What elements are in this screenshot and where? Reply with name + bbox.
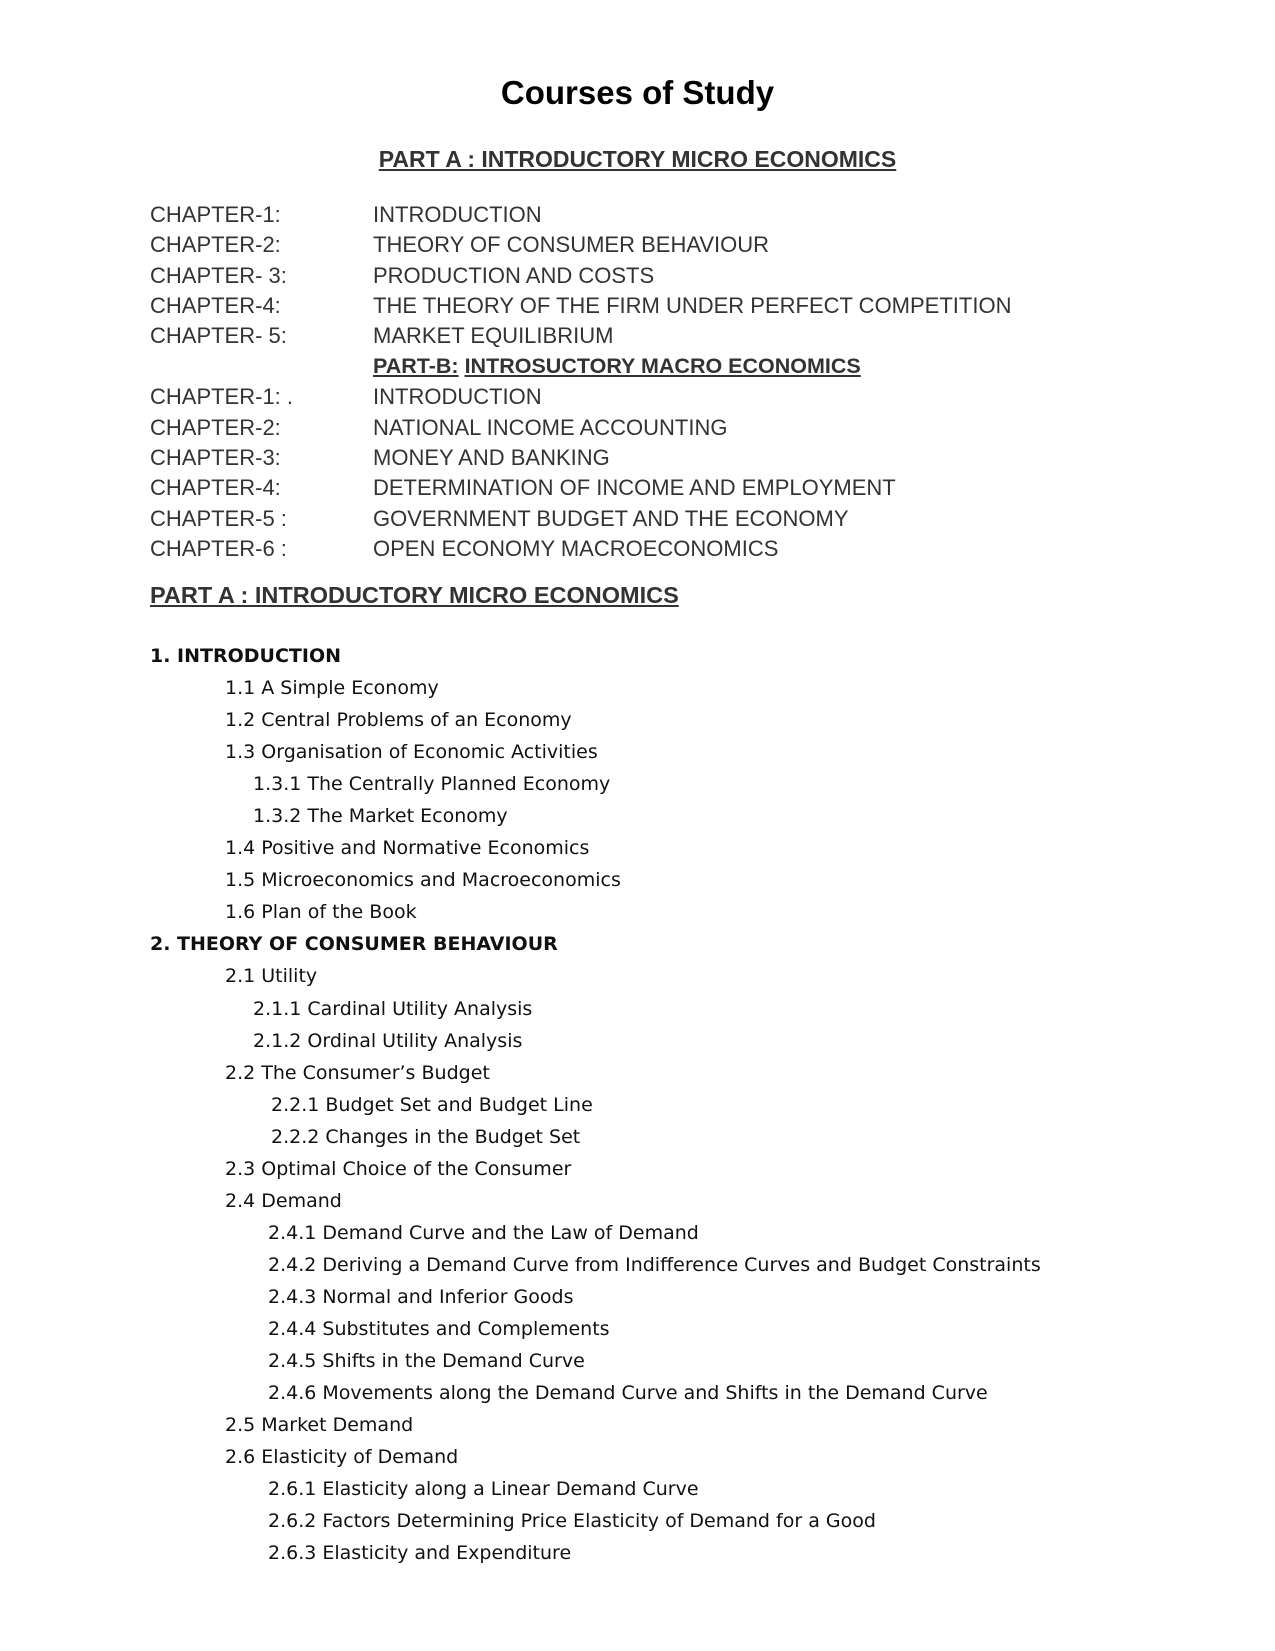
outline-item: 2.3 Optimal Choice of the Consumer	[225, 1157, 572, 1180]
chapter-label: CHAPTER-3:	[150, 445, 281, 471]
outline-item: 2.5 Market Demand	[225, 1414, 414, 1437]
outline-item: 2.4.3 Normal and Inferior Goods	[268, 1285, 574, 1308]
chapter-row	[150, 504, 1011, 534]
chapter-title: OPEN ECONOMY MACROECONOMICS	[373, 535, 779, 561]
outline-item: 2.4.5 Shifts in the Demand Curve	[268, 1350, 585, 1373]
outline-item: 1.4 Positive and Normative Economics	[225, 837, 590, 860]
outline-item: 2.6 Elasticity of Demand	[225, 1446, 459, 1469]
chapter-title: THE THEORY OF THE FIRM UNDER PERFECT COMPETITION	[373, 292, 1012, 318]
part-a-heading: PART A : INTRODUCTORY MICRO ECONOMICS	[378, 146, 897, 172]
outline-item: 2.4.1 Demand Curve and the Law of Demand	[268, 1221, 699, 1244]
chapter-row	[150, 443, 1011, 473]
chapter-label: CHAPTER-1: .	[150, 384, 294, 410]
outline-item: 2.4.6 Movements along the Demand Curve and Shifts in the Demand Curve	[268, 1382, 988, 1405]
chapter-row	[150, 534, 1011, 564]
part-b-chapter-list	[150, 382, 1011, 564]
chapter-row	[150, 261, 1011, 291]
outline-item: 2.6.3 Elasticity and Expenditure	[268, 1542, 572, 1565]
outline-item: 2.1.1 Cardinal Utility Analysis	[253, 997, 533, 1020]
outline-item: 1.5 Microeconomics and Macroeconomics	[225, 869, 621, 892]
chapter-row	[150, 230, 1011, 260]
outline-item: 2.2.1 Budget Set and Budget Line	[271, 1093, 593, 1116]
chapter-label: CHAPTER-2:	[150, 414, 281, 440]
outline-item: 1.3.1 The Centrally Planned Economy	[253, 773, 611, 796]
section-heading: 2. THEORY OF CONSUMER BEHAVIOUR	[150, 933, 558, 956]
part-b-heading	[150, 351, 1011, 382]
chapter-title: THEORY OF CONSUMER BEHAVIOUR	[373, 232, 770, 258]
outline-item: 2.6.2 Factors Determining Price Elasticity of Demand for a Good	[268, 1510, 876, 1533]
chapter-row	[150, 321, 1011, 351]
outline-item: 1.1 A Simple Economy	[225, 677, 439, 700]
part-b-prefix: PART-B:	[373, 354, 459, 379]
chapter-row	[150, 200, 1011, 230]
chapter-label: CHAPTER-4:	[150, 292, 281, 318]
chapter-row	[150, 382, 1011, 412]
chapter-title: INTRODUCTION	[373, 384, 542, 410]
chapter-row	[150, 473, 1011, 503]
chapter-row	[150, 291, 1011, 321]
chapter-title: GOVERNMENT BUDGET AND THE ECONOMY	[373, 505, 849, 531]
outline-item: 2.4 Demand	[225, 1189, 342, 1212]
chapter-label: CHAPTER-4:	[150, 475, 281, 501]
section-heading: 1. INTRODUCTION	[150, 645, 341, 667]
chapter-label: CHAPTER- 3:	[150, 262, 287, 288]
chapter-title: DETERMINATION OF INCOME AND EMPLOYMENT	[373, 475, 896, 501]
part-a-chapter-list	[150, 200, 1011, 351]
chapter-title: PRODUCTION AND COSTS	[373, 262, 655, 288]
outline-item: 1.2 Central Problems of an Economy	[225, 709, 572, 732]
part-b-title: INTROSUCTORY MACRO ECONOMICS	[464, 354, 861, 379]
chapter-table	[150, 200, 1011, 564]
page-title: Courses of Study	[500, 74, 775, 111]
syllabus-outline	[150, 640, 1041, 1569]
part-a-section-heading: PART A : INTRODUCTORY MICRO ECONOMICS	[150, 582, 679, 608]
outline-item: 2.2 The Consumer’s Budget	[225, 1061, 490, 1084]
outline-item: 2.1 Utility	[225, 965, 318, 988]
chapter-label: CHAPTER-5 :	[150, 505, 287, 531]
outline-item: 1.6 Plan of the Book	[225, 901, 417, 924]
chapter-title: NATIONAL INCOME ACCOUNTING	[373, 414, 728, 440]
outline-item: 1.3 Organisation of Economic Activities	[225, 741, 598, 764]
chapter-label: CHAPTER-6 :	[150, 535, 287, 561]
chapter-label: CHAPTER-2:	[150, 232, 281, 258]
outline-item: 2.4.2 Deriving a Demand Curve from Indifference Curves and Budget Constraints	[268, 1253, 1041, 1276]
outline-item: 1.3.2 The Market Economy	[253, 805, 508, 828]
chapter-label: CHAPTER-1:	[150, 202, 281, 227]
chapter-title: INTRODUCTION	[373, 202, 542, 227]
outline-item: 2.1.2 Ordinal Utility Analysis	[253, 1029, 523, 1052]
outline-item: 2.4.4 Substitutes and Complements	[268, 1317, 610, 1340]
chapter-title: MONEY AND BANKING	[373, 445, 610, 471]
chapter-title: MARKET EQUILIBRIUM	[373, 323, 614, 349]
chapter-label: CHAPTER- 5:	[150, 323, 287, 349]
outline-item: 2.2.2 Changes in the Budget Set	[271, 1125, 581, 1148]
outline-item: 2.6.1 Elasticity along a Linear Demand Curve	[268, 1478, 699, 1501]
chapter-row	[150, 413, 1011, 443]
